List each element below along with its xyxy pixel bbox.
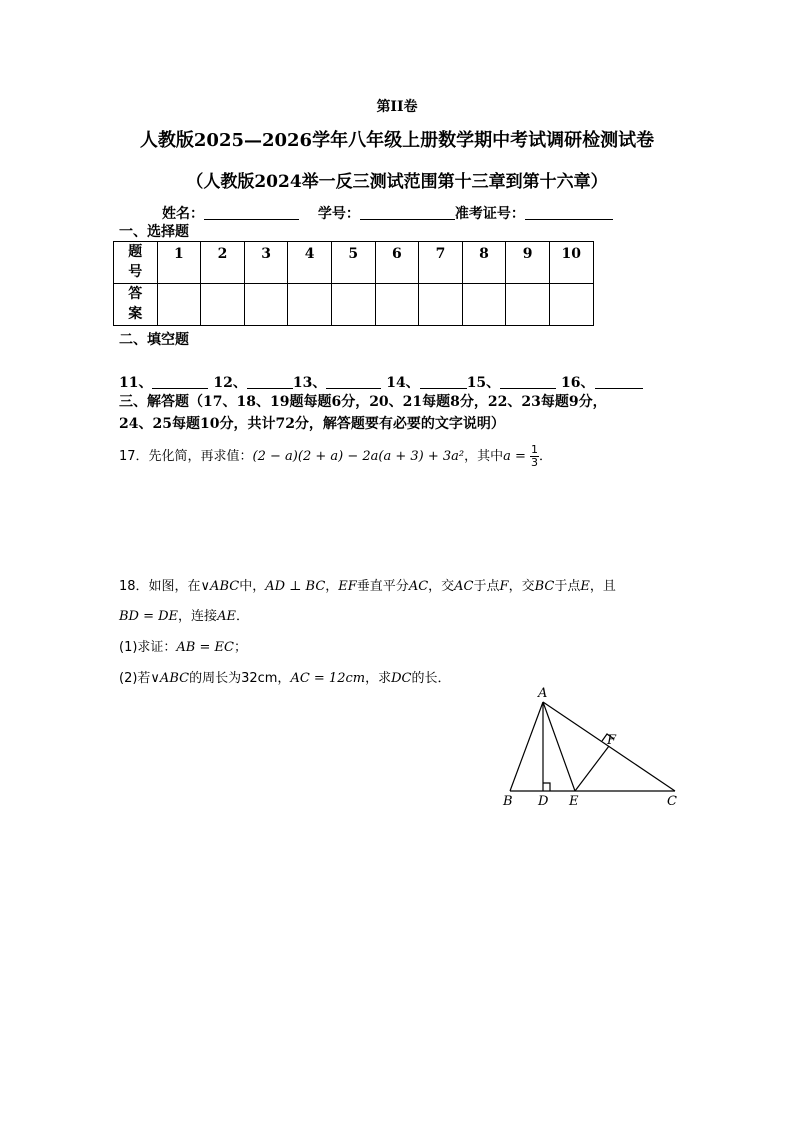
exam-subtitle: （人教版2024举一反三测试范围第十三章到第十六章）	[186, 172, 608, 192]
answer-cell[interactable]	[462, 284, 506, 326]
section1-heading: 一、选择题	[119, 224, 189, 240]
row-header-char: 号	[128, 264, 143, 280]
question-18-part1: (1)求证：AB = EC；	[119, 640, 247, 655]
blank-field[interactable]	[420, 374, 467, 389]
q17-expression: (2 − a)(2 + a) − 2a(a + 3) + 3a²	[252, 449, 465, 464]
question-number: 4	[288, 242, 332, 284]
blank-number: 12、	[213, 375, 247, 391]
question-number: 2	[201, 242, 245, 284]
question-number: 3	[244, 242, 288, 284]
q17-mid: ，其中	[464, 449, 504, 464]
blank-field[interactable]	[595, 374, 643, 389]
answer-cell[interactable]	[506, 284, 550, 326]
segment-ae	[543, 702, 575, 791]
q17-variable: a =	[503, 449, 526, 464]
label-c: C	[667, 794, 677, 809]
q17-end: ．	[539, 449, 553, 464]
question-number: 1	[157, 242, 201, 284]
fraction-denominator: 3	[531, 456, 539, 469]
blank-number: 16、	[561, 375, 595, 391]
question-number: 9	[506, 242, 550, 284]
label-e: E	[569, 794, 579, 809]
blank-number: 11、	[119, 375, 153, 391]
question-18-line2: BD = DE，连接AE．	[119, 609, 249, 624]
id-field[interactable]	[360, 205, 455, 220]
triangle-figure	[495, 682, 685, 810]
ticket-label: 准考证号：	[454, 206, 525, 222]
fill-blank-line	[119, 372, 643, 392]
name-field[interactable]	[204, 205, 299, 220]
right-angle-d	[543, 783, 550, 791]
answer-cell[interactable]	[549, 284, 593, 326]
section3-heading-line2: 24、25每题10分，共计72分，解答题要有必要的文字说明）	[119, 416, 505, 432]
row-header-number	[114, 242, 158, 284]
row-header-answer	[114, 284, 158, 326]
answer-cell[interactable]	[157, 284, 201, 326]
volume-label: 第II卷	[376, 99, 418, 115]
ticket-field[interactable]	[525, 205, 613, 220]
blank-field[interactable]	[326, 374, 381, 389]
student-info	[162, 203, 613, 223]
label-b: B	[503, 794, 513, 809]
id-label: 学号：	[317, 206, 360, 222]
question-18-part2: (2)若∨ABC的周长为32cm，AC = 12cm，求DC的长．	[119, 671, 451, 686]
answer-cell[interactable]	[375, 284, 419, 326]
question-number: 10	[549, 242, 593, 284]
name-label: 姓名：	[162, 206, 204, 222]
answer-cell[interactable]	[288, 284, 332, 326]
answer-table	[113, 241, 594, 326]
section2-heading: 二、填空题	[119, 332, 189, 348]
answer-cell[interactable]	[419, 284, 463, 326]
label-f: F	[607, 733, 617, 748]
blank-number: 14、	[386, 375, 420, 391]
row-header-char: 题	[128, 244, 143, 260]
answer-cell[interactable]	[201, 284, 245, 326]
question-number: 7	[419, 242, 463, 284]
answer-cell[interactable]	[331, 284, 375, 326]
question-number: 5	[331, 242, 375, 284]
question-number: 6	[375, 242, 419, 284]
blank-field[interactable]	[500, 374, 556, 389]
answer-cell[interactable]	[244, 284, 288, 326]
segment-ab	[510, 702, 543, 791]
q17-prefix: 17．先化简，再求值：	[119, 449, 253, 464]
blank-number: 15、	[466, 375, 501, 391]
label-d: D	[538, 794, 549, 809]
question-18-line1: 18．如图，在∨ABC中，AD ⊥ BC，EF垂直平分AC，交AC于点F，交BC于点E，且	[119, 579, 616, 594]
row-header-char: 答	[128, 286, 143, 302]
exam-title: 人教版2025—2026学年八年级上册数学期中考试调研检测试卷	[139, 130, 655, 151]
segment-ef	[575, 746, 609, 791]
q17-fraction	[530, 444, 539, 469]
blank-field[interactable]	[247, 374, 293, 389]
table-row	[114, 284, 594, 326]
blank-number: 13、	[292, 375, 327, 391]
fraction-numerator: 1	[531, 443, 539, 456]
question-17	[119, 444, 552, 469]
table-row	[114, 242, 594, 284]
section3-heading-line1: 三、解答题（17、18、19题每题6分，20、21每题8分，22、23每题9分，	[119, 394, 607, 410]
row-header-char: 案	[128, 306, 143, 322]
question-number: 8	[462, 242, 506, 284]
label-a: A	[538, 686, 548, 701]
blank-field[interactable]	[152, 374, 208, 389]
